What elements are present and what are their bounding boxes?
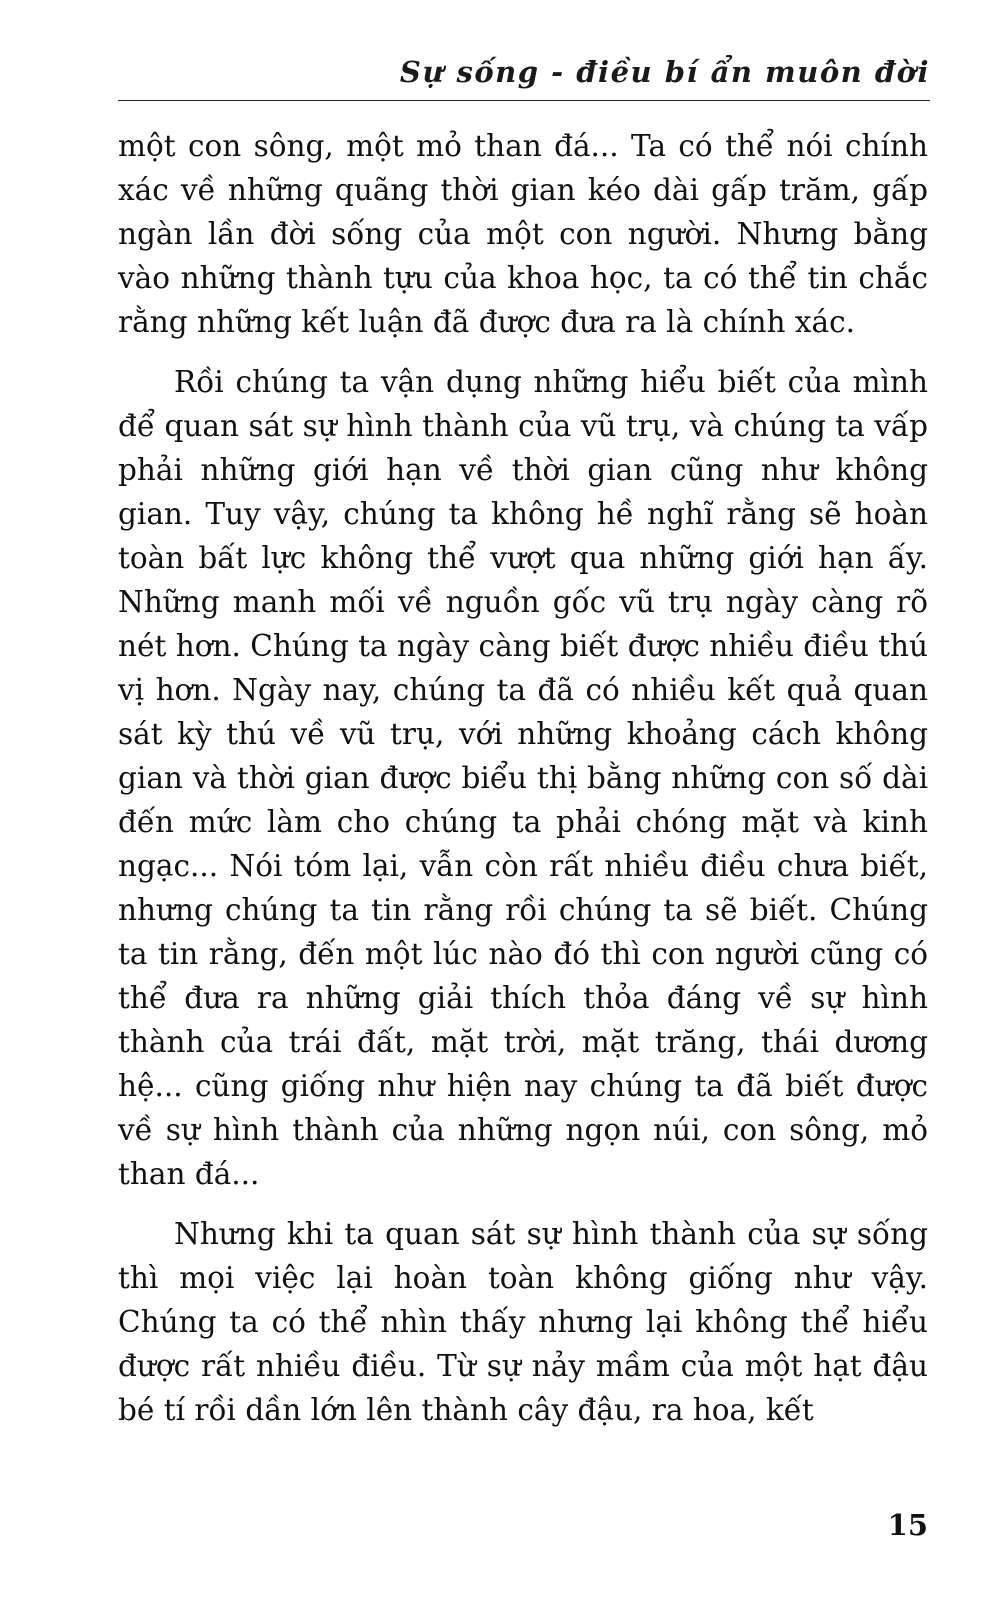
paragraph-continued: một con sông, một mỏ than đá... Ta có thể nói chính xác về những quãng thời gian kéo dài gấp trăm, gấp ngàn lần đời sống của một con người. Nhưng bằng vào những thành tựu của khoa học, ta có thể tin chắc rằng những kết luận đã được đưa ra là chính xác.: [118, 129, 928, 339]
body-text: [118, 124, 928, 1432]
running-header: [118, 52, 930, 101]
running-title: Sự sống - điều bí ẩn muôn đời: [399, 55, 930, 89]
page-number: 15: [887, 1508, 928, 1542]
paragraph-universe-formation: Rồi chúng ta vận dụng những hiểu biết của mình để quan sát sự hình thành của vũ trụ, và chúng ta vấp phải những giới hạn về thời gian cũng như không gian. Tuy vậy, chúng ta không hề nghĩ rằng sẽ hoàn toàn bất lực không thể vượt qua những giới hạn ấy. Những manh mối về nguồn gốc vũ trụ ngày càng rõ nét hơn. Chúng ta ngày càng biết được nhiều điều thú vị hơn. Ngày nay, chúng ta đã có nhiều kết quả quan sát kỳ thú về vũ trụ, với những khoảng cách không gian và thời gian được biểu thị bằng những con số dài đến mức làm cho chúng ta phải chóng mặt và kinh ngạc... Nói tóm lại, vẫn còn rất nhiều điều chưa biết, nhưng chúng ta tin rằng rồi chúng ta sẽ biết. Chúng ta tin rằng, đến một lúc nào đó thì con người cũng có thể đưa ra những giải thích thỏa đáng về sự hình thành của trái đất, mặt trời, mặt trăng, thái dương hệ... cũng giống như hiện nay chúng ta đã biết được về sự hình thành của những ngọn núi, con sông, mỏ than đá...: [118, 365, 928, 1191]
paragraph-life-formation: Nhưng khi ta quan sát sự hình thành của sự sống thì mọi việc lại hoàn toàn không giống như vậy. Chúng ta có thể nhìn thấy nhưng lại không thể hiểu được rất nhiều điều. Từ sự nảy mầm của một hạt đậu bé tí rồi dần lớn lên thành cây đậu, ra hoa, kết: [118, 1217, 928, 1427]
